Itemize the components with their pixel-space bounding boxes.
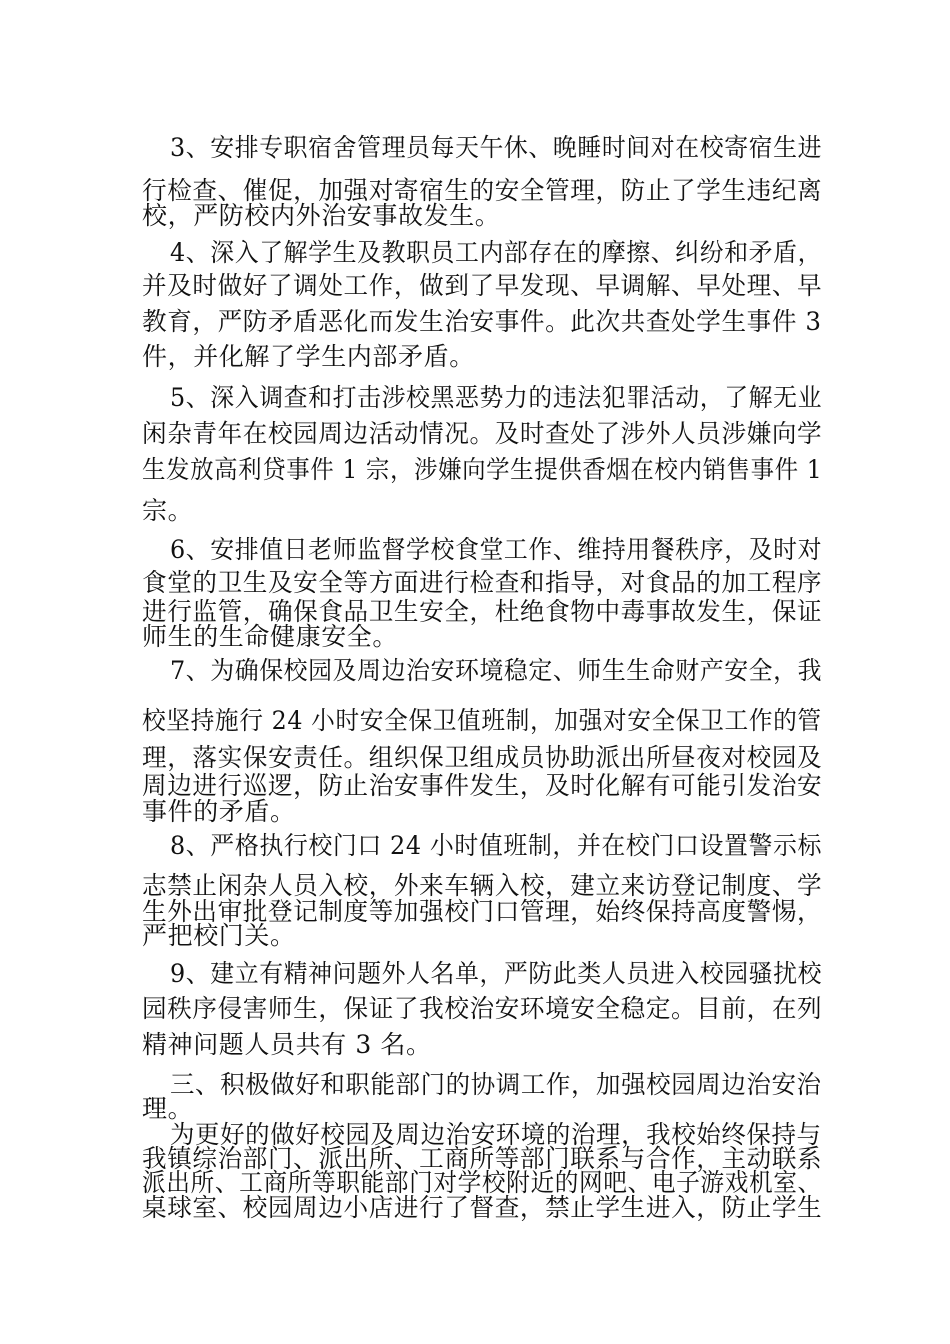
text-line: 4、深入了解学生及教职员工内部存在的摩擦、纠纷和矛盾， [170, 238, 823, 267]
text-line: 生外出审批登记制度等加强校门口管理，始终保持高度警惕， [142, 897, 823, 926]
text-line: 生发放高利贷事件 1 宗，涉嫌向学生提供香烟在校内销售事件 1 [142, 455, 823, 484]
text-line: 周边进行巡逻，防止治安事件发生，及时化解有可能引发治安 [142, 771, 823, 800]
text-line: 精神问题人员共有 3 名。 [142, 1030, 432, 1059]
text-line: 6、安排值日老师监督学校食堂工作、维持用餐秩序，及时对 [170, 535, 823, 564]
text-line: 师生的生命健康安全。 [142, 622, 399, 651]
text-line: 理。 [142, 1094, 194, 1123]
text-line: 校，严防校内外治安事故发生。 [142, 201, 501, 230]
text-line: 8、严格执行校门口 24 小时值班制，并在校门口设置警示标 [170, 831, 823, 860]
text-line: 严把校门关。 [142, 921, 296, 950]
text-line: 校坚持施行 24 小时安全保卫值班制，加强对安全保卫工作的管 [142, 706, 822, 735]
text-line: 宗。 [142, 496, 194, 525]
text-line: 件，并化解了学生内部矛盾。 [142, 342, 475, 371]
text-line: 派出所、工商所等职能部门对学校附近的网吧、电子游戏机室、 [142, 1168, 822, 1197]
text-line: 园秩序侵害师生，保证了我校治安环境安全稳定。目前，在列 [142, 994, 823, 1023]
text-line: 为更好的做好校园及周边治安环境的治理，我校始终保持与 [170, 1120, 822, 1149]
text-line: 5、深入调查和打击涉校黑恶势力的违法犯罪活动，了解无业 [170, 383, 823, 412]
text-line: 事件的矛盾。 [142, 797, 296, 826]
text-line: 志禁止闲杂人员入校，外来车辆入校，建立来访登记制度、学 [142, 871, 823, 900]
text-line: 食堂的卫生及安全等方面进行检查和指导，对食品的加工程序 [142, 568, 823, 597]
text-line: 进行监管，确保食品卫生安全，杜绝食物中毒事故发生，保证 [142, 597, 823, 626]
text-line: 闲杂青年在校园周边活动情况。及时查处了涉外人员涉嫌向学 [142, 419, 823, 448]
text-line: 9、建立有精神问题外人名单，严防此类人员进入校园骚扰校 [170, 959, 823, 988]
text-line: 理，落实保安责任。组织保卫组成员协助派出所昼夜对校园及 [142, 743, 823, 772]
text-line: 三、积极做好和职能部门的协调工作，加强校园周边治安治 [170, 1070, 822, 1099]
text-line: 3、安排专职宿舍管理员每天午休、晚睡时间对在校寄宿生进 [170, 133, 823, 162]
text-line: 教育，严防矛盾恶化而发生治安事件。此次共查处学生事件 3 [142, 307, 822, 336]
text-line: 并及时做好了调处工作，做到了早发现、早调解、早处理、早 [142, 271, 823, 300]
text-line: 我镇综治部门、派出所、工商所等部门联系与合作，主动联系 [142, 1144, 823, 1173]
text-line: 桌球室、校园周边小店进行了督查，禁止学生进入，防止学生 [142, 1193, 823, 1222]
text-line: 行检查、催促，加强对寄宿生的安全管理，防止了学生违纪离 [142, 176, 823, 205]
text-line: 7、为确保校园及周边治安环境稳定、师生生命财产安全，我 [170, 656, 823, 685]
